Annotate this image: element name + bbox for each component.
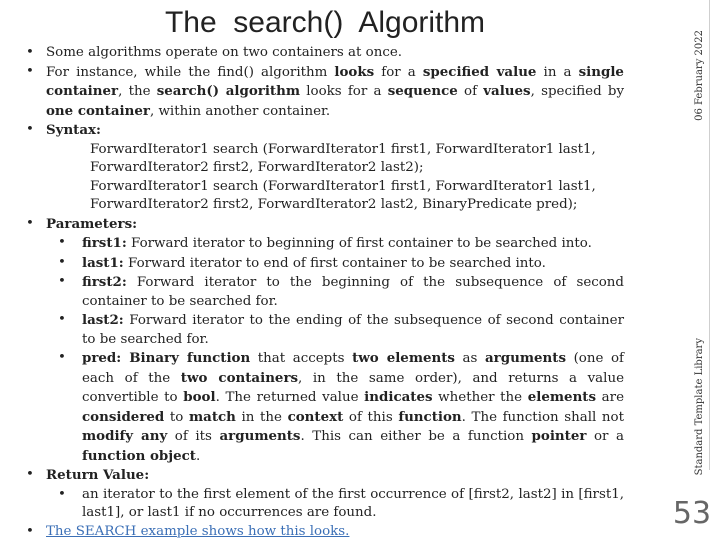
bullet-dot: • xyxy=(58,349,66,368)
keyword: function xyxy=(398,409,461,425)
param-pred xyxy=(22,349,624,466)
vertical-divider xyxy=(709,0,710,470)
bullet-dot: • xyxy=(26,466,34,485)
syntax-line: ForwardIterator2 first2, ForwardIterator2 last2); xyxy=(22,159,624,178)
footer-label: Standard Template Library xyxy=(694,338,705,475)
keyword: looks xyxy=(334,64,374,80)
keyword: modify any xyxy=(82,428,167,444)
text-run: as xyxy=(455,351,485,366)
syntax-line: ForwardIterator1 search (ForwardIterator1 first1, ForwardIterator1 last1, xyxy=(22,141,624,160)
page-number: 53 xyxy=(672,496,712,531)
keyword: single container xyxy=(46,64,624,100)
syntax-line: ForwardIterator2 first2, ForwardIterator2 last2, BinaryPredicate pred); xyxy=(22,196,624,215)
keyword: search() algorithm xyxy=(157,83,300,99)
text-run: (one of each of the xyxy=(82,351,624,386)
text-run: in a xyxy=(536,65,578,80)
param-desc: Forward iterator to end of first container to be searched into. xyxy=(124,256,546,271)
param-name: last2: xyxy=(82,312,124,328)
syntax-line: ForwardIterator1 search (ForwardIterator1 first1, ForwardIterator1 last1, xyxy=(22,178,624,197)
param-name: first2: xyxy=(82,274,127,290)
parameters-label: Parameters: xyxy=(46,216,137,232)
param-desc: Forward iterator to beginning of first container to be searched into. xyxy=(127,236,592,251)
text-run: that accepts xyxy=(250,351,352,366)
text-run: of this xyxy=(343,410,398,425)
return-value-desc xyxy=(22,486,624,523)
param-name: last1: xyxy=(82,255,124,271)
bullet-dot: • xyxy=(26,121,34,140)
keyword: arguments xyxy=(219,428,300,444)
param-desc: Forward iterator to the ending of the subsequence of second container to be searched for. xyxy=(82,313,624,347)
keyword: sequence xyxy=(388,83,458,99)
keyword: function object xyxy=(82,448,196,464)
bullet-dot: • xyxy=(58,311,66,330)
text-run: For instance, while the find() algorithm xyxy=(46,65,334,80)
slide-body xyxy=(22,44,624,541)
slide-title: The search() Algorithm xyxy=(0,6,650,40)
text-run: . The function shall not xyxy=(462,410,624,425)
text-run: . xyxy=(196,449,200,464)
bullet-dot: • xyxy=(58,273,66,292)
text-run: , the xyxy=(118,84,157,99)
text-run: , specified by xyxy=(531,84,624,99)
text-run: of its xyxy=(167,429,219,444)
param-desc: Forward iterator to the beginning of the subsequence of second container to be searched for. xyxy=(82,275,624,309)
bullet-dot: • xyxy=(58,234,66,253)
bullet-dot: • xyxy=(58,254,66,273)
keyword: specified value xyxy=(423,64,537,80)
text-run: , in the same order), and returns a value convertible to xyxy=(82,371,624,406)
keyword: values xyxy=(483,83,530,99)
bullet-return-value xyxy=(22,466,624,486)
keyword: indicates xyxy=(364,389,432,405)
param-last2 xyxy=(22,311,624,349)
bullet-dot: • xyxy=(26,215,34,234)
text-run: for a xyxy=(374,65,423,80)
search-example-link[interactable]: The SEARCH example shows how this looks. xyxy=(46,524,349,539)
text-run: of xyxy=(458,84,483,99)
return-value-label: Return Value: xyxy=(46,467,149,483)
text-run: , within another container. xyxy=(150,104,330,119)
text-run: whether the xyxy=(433,390,528,405)
bullet-dot: • xyxy=(26,63,34,82)
keyword: two containers xyxy=(181,370,298,386)
text-run: or a xyxy=(586,429,624,444)
keyword: match xyxy=(189,409,236,425)
text-run: . This can either be a function xyxy=(300,429,531,444)
keyword: pointer xyxy=(532,428,587,444)
keyword: bool xyxy=(183,389,215,405)
text-run: looks for a xyxy=(300,84,388,99)
bullet-parameters xyxy=(22,215,624,235)
param-name: first1: xyxy=(82,235,127,251)
keyword: considered xyxy=(82,409,164,425)
keyword: elements xyxy=(528,389,596,405)
text-run: . The returned value xyxy=(216,390,365,405)
slide-date: 06 February 2022 xyxy=(694,30,705,121)
return-value-text: an iterator to the first element of the first occurrence of [first2, last2] in [first1, last1], or last1 if no occurrences are found. xyxy=(82,487,624,521)
text-run: to xyxy=(164,410,189,425)
keyword: arguments xyxy=(485,350,566,366)
bullet-text: Some algorithms operate on two containers at once. xyxy=(46,45,402,60)
text-run: in the xyxy=(236,410,288,425)
text-run: are xyxy=(596,390,624,405)
bullet-two-containers xyxy=(22,44,624,63)
keyword: two elements xyxy=(352,350,455,366)
keyword: one container xyxy=(46,103,150,119)
param-last1 xyxy=(22,254,624,274)
bullet-syntax xyxy=(22,121,624,141)
bullet-dot: • xyxy=(26,44,34,63)
param-first1 xyxy=(22,234,624,254)
bullet-dot: • xyxy=(26,523,34,541)
bullet-dot: • xyxy=(58,486,66,505)
param-first2 xyxy=(22,273,624,311)
keyword: pred: Binary function xyxy=(82,350,250,366)
bullet-example-link xyxy=(22,523,624,541)
keyword: context xyxy=(288,409,344,425)
syntax-label: Syntax: xyxy=(46,122,101,138)
bullet-find-vs-search xyxy=(22,63,624,122)
